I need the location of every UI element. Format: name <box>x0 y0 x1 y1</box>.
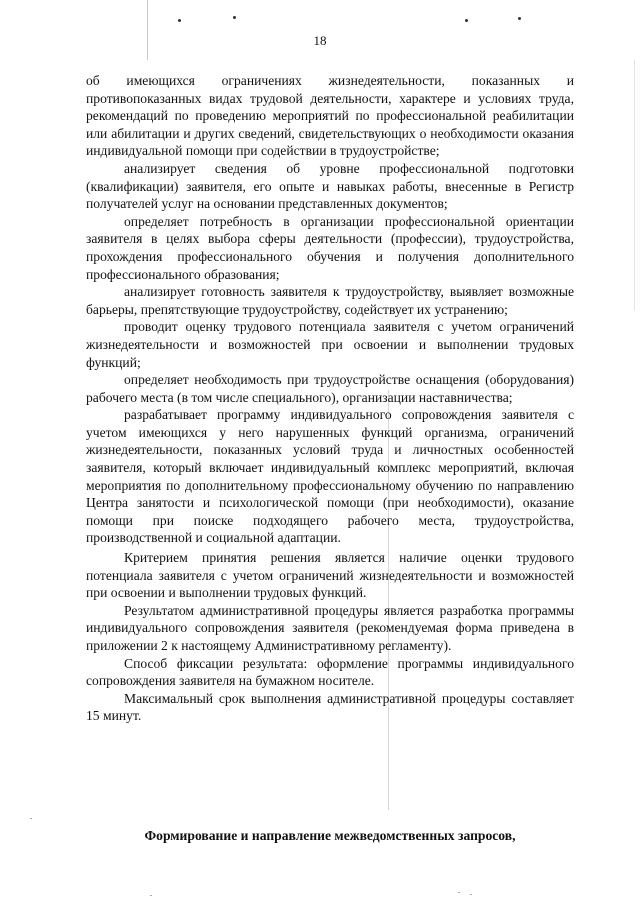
scan-dot <box>178 19 181 22</box>
paragraph-7: разрабатывает программу индивидуального сопровождения заявителя с учетом имеющихся у него нарушенных функций организма, ограничений жизнедеятельности, показанных условий труда и личностных особенностей заявителя, который включает индивидуальный комплекс мероприятий, включая мероприятия по дополнительному профессиональному обучению по направлению Центра занятости и психологической помощи (при необходимости), оказание помощи при поиске подходящего рабочего места, трудоустройства, производственной и социальной адаптации. <box>86 407 574 546</box>
paragraph-2: анализирует сведения об уровне профессиональной подготовки (квалификации) заявителя, его опыте и навыках работы, внесенные в Регистр получателей услуг на основании представленных документов; <box>86 160 574 212</box>
scan-speck <box>470 894 472 895</box>
paragraph-10: Способ фиксации результата: оформление программы индивидуального сопровождения заявителя на бумажном носителе. <box>86 655 574 689</box>
paragraph-6: определяет необходимость при трудоустройстве оснащения (оборудования) рабочего места (в том числе специального), организации наставничества; <box>86 372 574 405</box>
scan-speck <box>458 892 460 893</box>
paragraph-11: Максимальный срок выполнения административной процедуры составляет 15 минут. <box>86 690 574 724</box>
paragraph-5: проводит оценку трудового потенциала заявителя с учетом ограничений жизнедеятельности и возможностей при освоении и выполнении трудовых функций; <box>86 319 574 370</box>
scan-speck <box>150 895 152 896</box>
section-heading: Формирование и направление межведомственных запросов, <box>144 828 516 843</box>
paragraph-1: об имеющихся ограничениях жизнедеятельности, показанных и противопоказанных видах трудовой деятельности, характере и условиях труда, рекомендаций по проведению мероприятий по профессиональной реабилитации или абилитации и других сведений, свидетельствующих о необходимости оказания индивидуальной помощи при содействии в трудоустройстве; <box>86 73 574 159</box>
scan-fold-line-top <box>147 0 148 60</box>
scan-dot <box>518 17 521 20</box>
scan-edge-line-right <box>634 60 635 310</box>
page-number: 18 <box>313 33 327 48</box>
scan-dot <box>465 19 468 22</box>
paragraph-9: Результатом административной процедуры является разработка программы индивидуального сопровождения заявителя (рекомендуемая форма приведена в приложении 2 к настоящему Административному регламенту). <box>86 602 574 653</box>
paragraph-4: анализирует готовность заявителя к трудоустройству, выявляет возможные барьеры, препятствующие трудоустройству, содействует их устранению; <box>86 284 574 317</box>
paragraph-8: Критерием принятия решения является наличие оценки трудового потенциала заявителя с учетом ограничений жизнедеятельности и возможностей при освоении и выполнении трудовых функций. <box>86 550 574 601</box>
paragraph-3: определяет потребность в организации профессиональной ориентации заявителя в целях выбора сферы деятельности (профессии), трудоустройства, прохождения профессионального обучения и получения дополнительного профессионального образования; <box>86 213 574 282</box>
document-body <box>86 72 574 725</box>
scan-dot <box>233 16 236 19</box>
scan-speck <box>30 818 32 819</box>
